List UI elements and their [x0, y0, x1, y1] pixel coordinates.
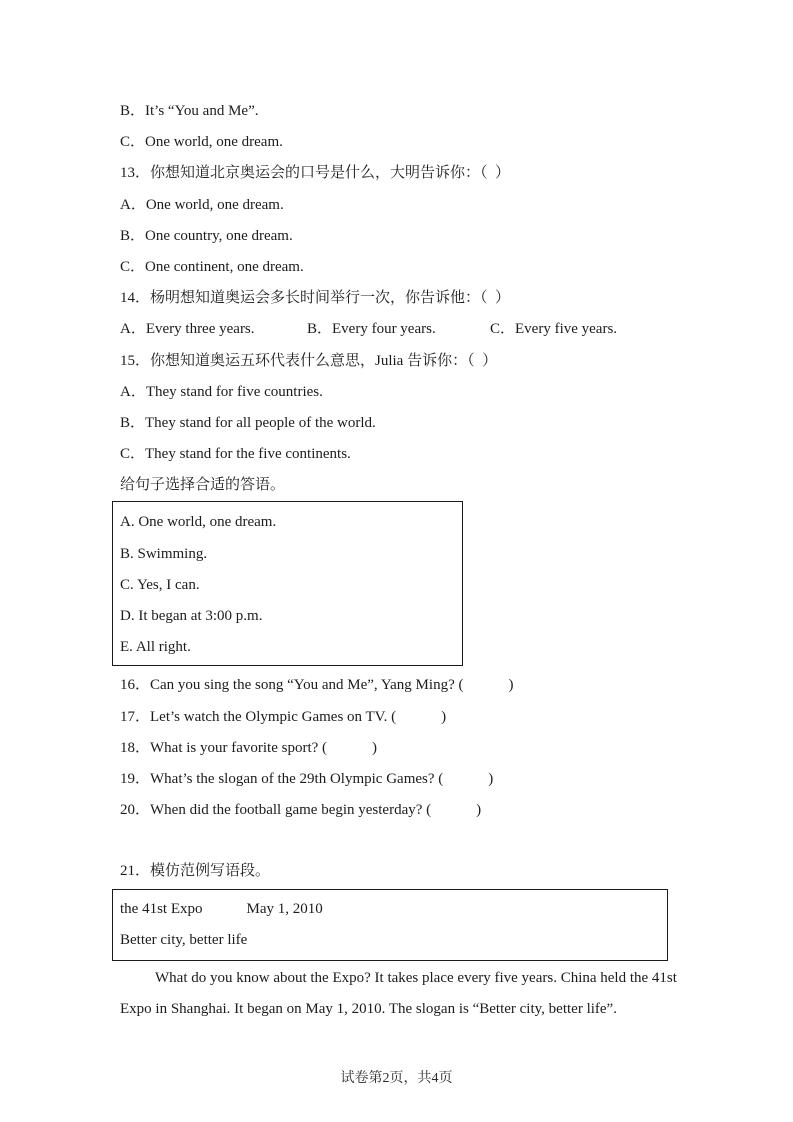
matching-item-18-line: 18．What is your favorite sport? ( ) [120, 739, 378, 756]
q15-option-a-line: A．They stand for five countries. [120, 383, 323, 400]
prompt-box-date: May 1, 2010 [246, 900, 323, 917]
q15-option-b-line: B．They stand for all people of the world. [120, 414, 376, 431]
page-footer: 试卷第2页，共4页 [340, 1071, 453, 1086]
answer-bank-item-c: C. Yes, I can. [120, 576, 200, 593]
q13-option-b-line: B．One country, one dream. [120, 227, 293, 244]
answer-bank-item-b: B. Swimming. [120, 545, 208, 562]
example-paragraph-line-1: What do you know about the Expo? It takes place every five years. China held the 41st [155, 969, 677, 986]
matching-item-19-line: 19．What’s the slogan of the 29th Olympic Games? ( ) [120, 770, 494, 787]
q21-stem-line: 21．模仿范例写语段。 [120, 863, 271, 880]
q15-stem-line: 15．你想知道奥运五环代表什么意思，Julia 告诉你：（ ） [120, 352, 498, 369]
answer-bank-item-a: A. One world, one dream. [120, 514, 277, 531]
matching-item-17-line: 17．Let’s watch the Olympic Games on TV. ( ) [120, 708, 447, 725]
example-paragraph-line-2: Expo in Shanghai. It began on May 1, 2010. The slogan is “Better city, better life”. [120, 1000, 617, 1017]
prompt-box-line-1 [120, 894, 659, 925]
q12-option-c-line: C．One world, one dream. [120, 134, 283, 151]
q15-option-c-line: C．They stand for the five continents. [120, 446, 351, 463]
prompt-box [112, 889, 668, 961]
matching-item-20-line: 20．When did the football game begin yesterday? ( ) [120, 802, 482, 819]
prompt-box-slogan: Better city, better life [120, 931, 248, 948]
q13-option-a-line: A．One world, one dream. [120, 196, 284, 213]
q14-option-c: C．Every five years. [490, 321, 618, 338]
q13-stem-line: 13．你想知道北京奥运会的口号是什么，大明告诉你：（ ） [120, 165, 511, 182]
prompt-box-topic: the 41st Expo [120, 900, 203, 917]
answer-bank-box [112, 501, 463, 666]
matching-instruction-line: 给句子选择合适的答语。 [120, 477, 286, 494]
q14-options-row [120, 314, 680, 345]
q14-stem-line: 14．杨明想知道奥运会多长时间举行一次，你告诉他：（ ） [120, 290, 511, 307]
q12-option-b-line: B．It’s “You and Me”. [120, 103, 259, 119]
q14-option-a: A．Every three years. [120, 321, 255, 338]
matching-item-16-line: 16．Can you sing the song “You and Me”, Yang Ming? ( ) [120, 677, 514, 694]
q13-option-c-line: C．One continent, one dream. [120, 258, 304, 275]
answer-bank-item-d: D. It began at 3:00 p.m. [120, 608, 263, 624]
q14-option-b: B．Every four years. [307, 321, 436, 338]
answer-bank-item-e: E. All right. [120, 639, 191, 656]
page-content [120, 96, 680, 1025]
